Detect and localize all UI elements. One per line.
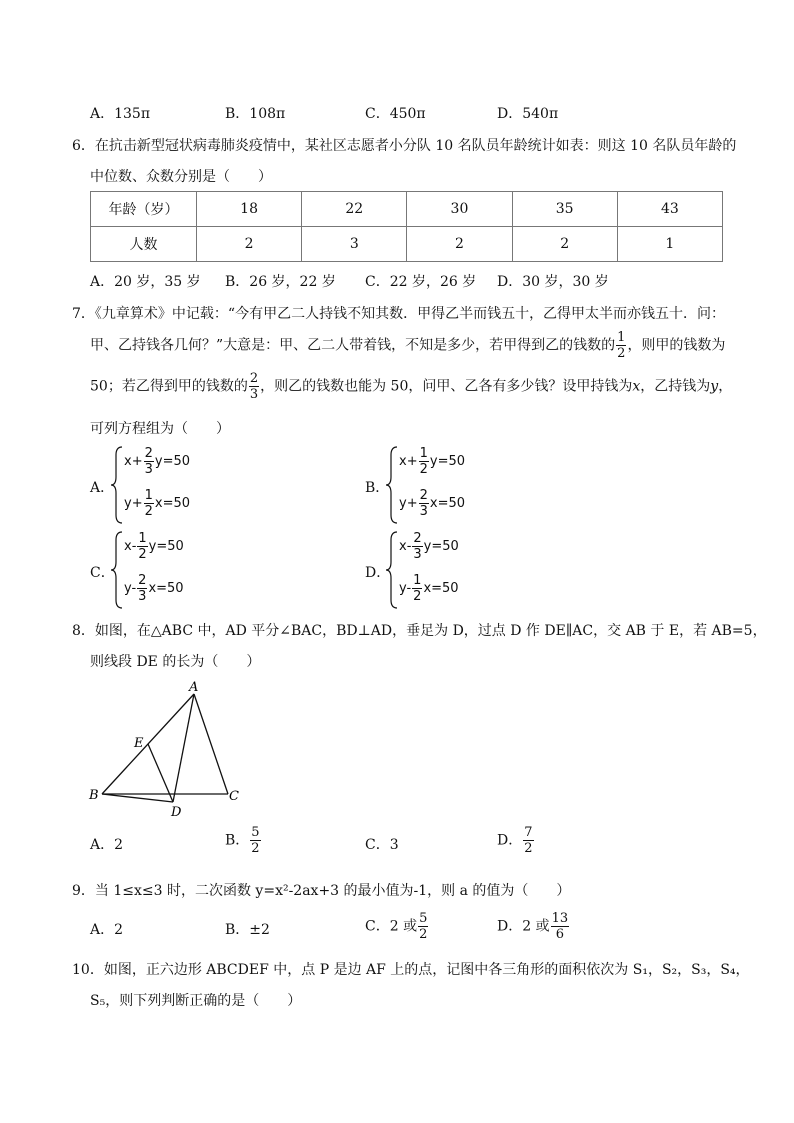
table-cell: 人数 xyxy=(91,227,197,262)
q5-option-d[interactable]: D．540π xyxy=(497,106,559,122)
table-cell: 2 xyxy=(512,227,617,262)
q7-stem-line4: 可列方程组为（ ） xyxy=(90,421,230,437)
table-header-cell: 43 xyxy=(617,192,722,227)
table-row xyxy=(91,227,723,262)
option-label: C． xyxy=(90,565,115,581)
table-cell: 2 xyxy=(197,227,302,262)
q9-stem-line1: 9．当 1≤x≤3 时，二次函数 y=x²-2ax+3 的最小值为-1，则 a 的值为（ ） xyxy=(72,883,571,899)
q9-option-b[interactable]: B．±2 xyxy=(225,922,270,938)
left-brace-icon xyxy=(385,445,399,525)
equation-2: y+ $\frac{1}{2}$ x=50 xyxy=(124,488,191,519)
q7-option-a[interactable] xyxy=(90,445,290,525)
left-brace-icon xyxy=(110,530,124,610)
equation-1: x+ $\frac{1}{2}$ y=50 xyxy=(399,446,466,477)
equation-2: y- $\frac{1}{2}$ x=50 xyxy=(399,573,459,604)
q7-option-b[interactable] xyxy=(365,445,565,525)
q6-option-b[interactable]: B．26 岁，22 岁 xyxy=(225,274,336,290)
numerator: 2 xyxy=(249,371,259,386)
table-cell: 2 xyxy=(407,227,512,262)
numerator: 1 xyxy=(617,330,626,345)
q7-stem-line1: 7．《九章算术》中记载：“今有甲乙二人持钱不知其数．甲得乙半而钱五十，乙得甲太半而亦钱五十．问： xyxy=(72,306,726,322)
equation-1: x- $\frac{2}{3}$ y=50 xyxy=(399,531,459,562)
q8-stem-line1: 8．如图，在△ABC 中，AD 平分∠BAC，BD⊥AD，垂足为 D，过点 D 作 DE∥AC，交 AB 于 E，若 AB=5， xyxy=(72,623,767,639)
table-cell: 3 xyxy=(302,227,407,262)
left-brace-icon xyxy=(110,445,124,525)
q9-option-a[interactable]: A．2 xyxy=(90,922,124,938)
variable-y: y xyxy=(710,378,719,395)
q8-option-a[interactable]: A．2 xyxy=(90,837,124,853)
q5-option-b[interactable]: B．108π xyxy=(225,106,286,122)
fraction-one-half xyxy=(616,331,626,360)
equation-1: x+ $\frac{2}{3}$ y=50 xyxy=(124,446,191,477)
q5-option-c[interactable]: C．450π xyxy=(365,106,426,122)
q7-text: ，则乙的钱数也能为 50，问甲、乙各有多少钱？设甲持钱为 xyxy=(260,378,633,395)
left-brace-icon xyxy=(385,530,399,610)
label-a: A xyxy=(189,680,199,695)
equation-2: y- $\frac{2}{3}$ x=50 xyxy=(124,573,184,604)
label-e: E xyxy=(134,736,144,751)
age-table xyxy=(90,191,723,262)
fraction-two-thirds xyxy=(249,372,259,401)
q7-text: 甲、乙持钱各几何？”大意是：甲、乙二人带着钱，不知是多少，若甲得到乙的钱数的 xyxy=(90,337,616,354)
table-header-cell: 年龄（岁） xyxy=(91,192,197,227)
triangle-figure xyxy=(85,678,255,823)
label-b: B xyxy=(89,788,99,803)
equation-1: x- $\frac{1}{2}$ y=50 xyxy=(124,531,184,562)
q7-option-d[interactable] xyxy=(365,530,565,610)
q8-option-c[interactable]: C．3 xyxy=(365,837,399,853)
q8-stem-line2: 则线段 DE 的长为（ ） xyxy=(90,654,261,670)
q9-option-d[interactable]: D．2 或 $\frac{13}{6}$ xyxy=(497,911,569,942)
table-row xyxy=(91,192,723,227)
q9-option-c[interactable]: C．2 或 $\frac{5}{2}$ xyxy=(365,911,428,942)
option-label: D． xyxy=(365,565,391,581)
q10-stem-line1: 10．如图，正六边形 ABCDEF 中，点 P 是边 AF 上的点，记图中各三角形的面积依次为 S₁，S₂，S₃，S₄， xyxy=(72,962,750,978)
q7-text: 50；若乙得到甲的钱数的 xyxy=(90,378,248,395)
q5-option-a[interactable]: A．135π xyxy=(90,106,151,122)
q7-option-c[interactable] xyxy=(90,530,290,610)
table-header-cell: 35 xyxy=(512,192,617,227)
label-d: D xyxy=(171,805,182,820)
table-header-cell: 30 xyxy=(407,192,512,227)
q7-text: ，乙持钱为 xyxy=(640,378,711,395)
q6-option-d[interactable]: D．30 岁，30 岁 xyxy=(497,274,609,290)
q7-stem-line3 xyxy=(90,372,732,401)
denominator: 2 xyxy=(617,346,626,361)
table-header-cell: 18 xyxy=(197,192,302,227)
denominator: 3 xyxy=(249,387,259,402)
q6-option-c[interactable]: C．22 岁，26 岁 xyxy=(365,274,477,290)
q6-stem-line1: 6．在抗击新型冠状病毒肺炎疫情中，某社区志愿者小分队 10 名队员年龄统计如表：则这 10 名队员年龄的 xyxy=(72,138,737,154)
equation-2: y+ $\frac{2}{3}$ x=50 xyxy=(399,488,466,519)
option-label: A． xyxy=(90,480,115,496)
q6-option-a[interactable]: A．20 岁，35 岁 xyxy=(90,274,201,290)
table-header-cell: 22 xyxy=(302,192,407,227)
q10-stem-line2: S₅，则下列判断正确的是（ ） xyxy=(90,993,302,1009)
q7-stem-line2 xyxy=(90,331,725,360)
table-cell: 1 xyxy=(617,227,722,262)
q7-text: ，则甲的钱数为 xyxy=(627,337,726,354)
option-label: B． xyxy=(365,480,390,496)
label-c: C xyxy=(229,789,239,804)
q8-option-d[interactable]: D． $\frac{7}{2}$ xyxy=(497,825,533,856)
q8-option-b[interactable]: B． $\frac{5}{2}$ xyxy=(225,825,260,856)
q7-text: ， xyxy=(718,378,733,395)
q6-stem-line2: 中位数、众数分别是（ ） xyxy=(90,169,272,185)
variable-x: x xyxy=(632,378,641,395)
